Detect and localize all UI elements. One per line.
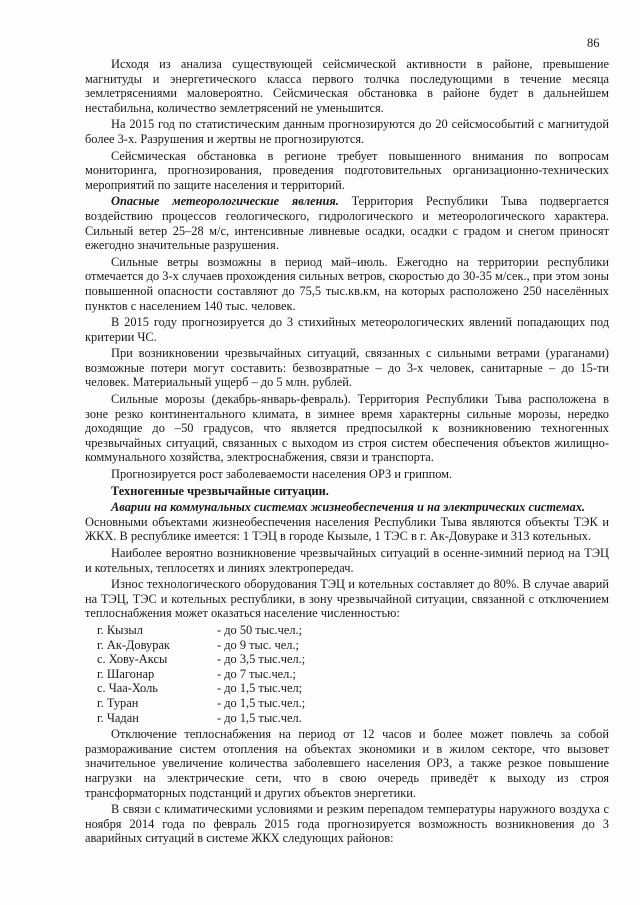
list-item: [97, 623, 609, 638]
city-population: - до 50 тыс.чел.;: [217, 622, 303, 637]
city-name: с. Чаа-Холь: [97, 681, 158, 696]
paragraph-seismic-analysis: Исходя из анализа существующей сейсмической активности в районе, превышение магнитуды и энергетического класса первого толчка последующими в течение месяца землетрясениями маловероятно. Сейсмическая обстановка в районе будет в дальнейшем нестабильна, количество землетрясений не уменьшится.: [85, 57, 609, 115]
city-population: - до 3,5 тыс.чел.;: [217, 652, 306, 667]
paragraph-heating-outage: Отключение теплоснабжения на период от 12 часов и более может повлечь за собой размораживание систем отопления на объектах экономики и в жилом секторе, что вызовет значительное увеличение количества заболевшего населения ОРЗ, а также резкое повышение нагрузки на электрические сети, что в свою очередь приведёт к выходу из строя трансформаторных подстанций и других объектов энергетики.: [85, 727, 609, 800]
meteo-lead: Опасные метеорологические явления.: [111, 194, 339, 209]
city-population: - до 1,5 тыс.чел;: [217, 681, 303, 696]
list-item: [97, 638, 609, 653]
city-name: г. Кызыл: [97, 622, 143, 637]
list-item: [97, 696, 609, 711]
city-name: г. Ак-Довурак: [97, 637, 170, 652]
paragraph-seismic-monitoring: Сейсмическая обстановка в регионе требует повышенного внимания по вопросам мониторинга, прогнозирования, проведения подготовительных организационно-технических мероприятий по защите населения и территорий.: [85, 148, 609, 192]
paragraph-seismic-forecast: На 2015 год по статистическим данным прогнозируются до 20 сейсмособытий с магнитудой более 3-х. Разрушения и жертвы не прогнозируются.: [85, 117, 609, 146]
city-population: - до 7 тыс.чел.;: [217, 666, 296, 681]
paragraph-flu: Прогнозируется рост заболеваемости населения ОРЗ и гриппом.: [111, 467, 453, 482]
subheading-utilities: Аварии на коммунальных системах жизнеобеспечения и на электрических системах.: [111, 500, 586, 515]
list-item: [97, 711, 609, 726]
city-name: г. Шагонар: [97, 666, 155, 681]
city-name: с. Хову-Аксы: [97, 652, 168, 667]
meteo-text: Территория Республики Тыва подвергается воздействию процессов геологического, гидрологического и метеорологического характера. Сильный ветер 25–28 м/с, интенсивные ливневые осадки, осадки с градом и снегом приносят ежегодно значительные разрушения.: [85, 194, 609, 253]
paragraph-utilities-objects: Основными объектами жизнеобеспечения населения Республики Тыва являются объекты ТЭК и ЖКХ. В республике имеется: 1 ТЭЦ в городе Кызыле, 1 ТЭС в г. Ак-Довураке и 313 котельных.: [85, 514, 609, 544]
city-population: - до 1,5 тыс.чел.: [217, 710, 302, 725]
city-name: г. Чадан: [97, 710, 139, 725]
paragraph-utilities-wear: Износ технологического оборудования ТЭЦ и котельных составляет до 80%. В случае аварий на ТЭЦ, ТЭС и котельных республики, в зону чрезвычайной ситуации, связанной с отключением теплоснабжения может оказаться население численностью:: [85, 577, 609, 621]
document-body: [85, 57, 609, 848]
paragraph-frost: Сильные морозы (декабрь-январь-февраль). Территория Республики Тыва расположена в зоне резко континентального климата, в зимнее время характерны сильные морозы, нередко доходящие до –50 градусов, что является предпосылкой к возникновению техногенных чрезвычайных ситуаций, связанных с выходом из строя систем обеспечения объектов жилищно-коммунального хозяйства, электроснабжения, связи и транспорта.: [85, 392, 609, 465]
paragraph-winter-forecast: В связи с климатическими условиями и резким перепадом температуры наружного воздуха с ноября 2014 года по февраль 2015 года прогнозируется возможность возникновения до 3 аварийных ситуаций в системе ЖКХ следующих районов:: [85, 802, 609, 846]
paragraph-wind-losses: При возникновении чрезвычайных ситуаций, связанных с сильными ветрами (ураганами) возможные потери могут составить: безвозвратные – до 3-х человек, санитарные – до 15-ти человек. Материальный ущерб – до 5 млн. рублей.: [85, 346, 609, 390]
list-item: [97, 681, 609, 696]
population-list: [97, 623, 609, 725]
page-number: 86: [587, 36, 600, 50]
paragraph-utilities-probability: Наиболее вероятно возникновение чрезвычайных ситуаций в осенне-зимний период на ТЭЦ и котельных, теплосетях и линиях электропередач.: [85, 546, 609, 575]
paragraph-meteo: [85, 194, 609, 252]
paragraph-meteo-forecast: В 2015 году прогнозируется до 3 стихийных метеорологических явлений попадающих под критерии ЧС.: [85, 315, 609, 344]
paragraph-winds: Сильные ветры возможны в период май–июль. Ежегодно на территории республики отмечается до 3-х случаев прохождения сильных ветров, скоростью до 30-35 м/сек., при этом зоны повышенной опасности составляют до 75,5 тыс.кв.км, на которых расположено 250 населённых пунктов с населением 140 тыс. человек.: [85, 254, 609, 313]
city-population: - до 1,5 тыс.чел.;: [217, 695, 306, 710]
city-population: - до 9 тыс. чел.;: [217, 637, 300, 652]
city-name: г. Туран: [97, 695, 139, 710]
list-item: [97, 652, 609, 667]
list-item: [97, 667, 609, 682]
heading-technogenic: Техногенные чрезвычайные ситуации.: [111, 483, 329, 498]
